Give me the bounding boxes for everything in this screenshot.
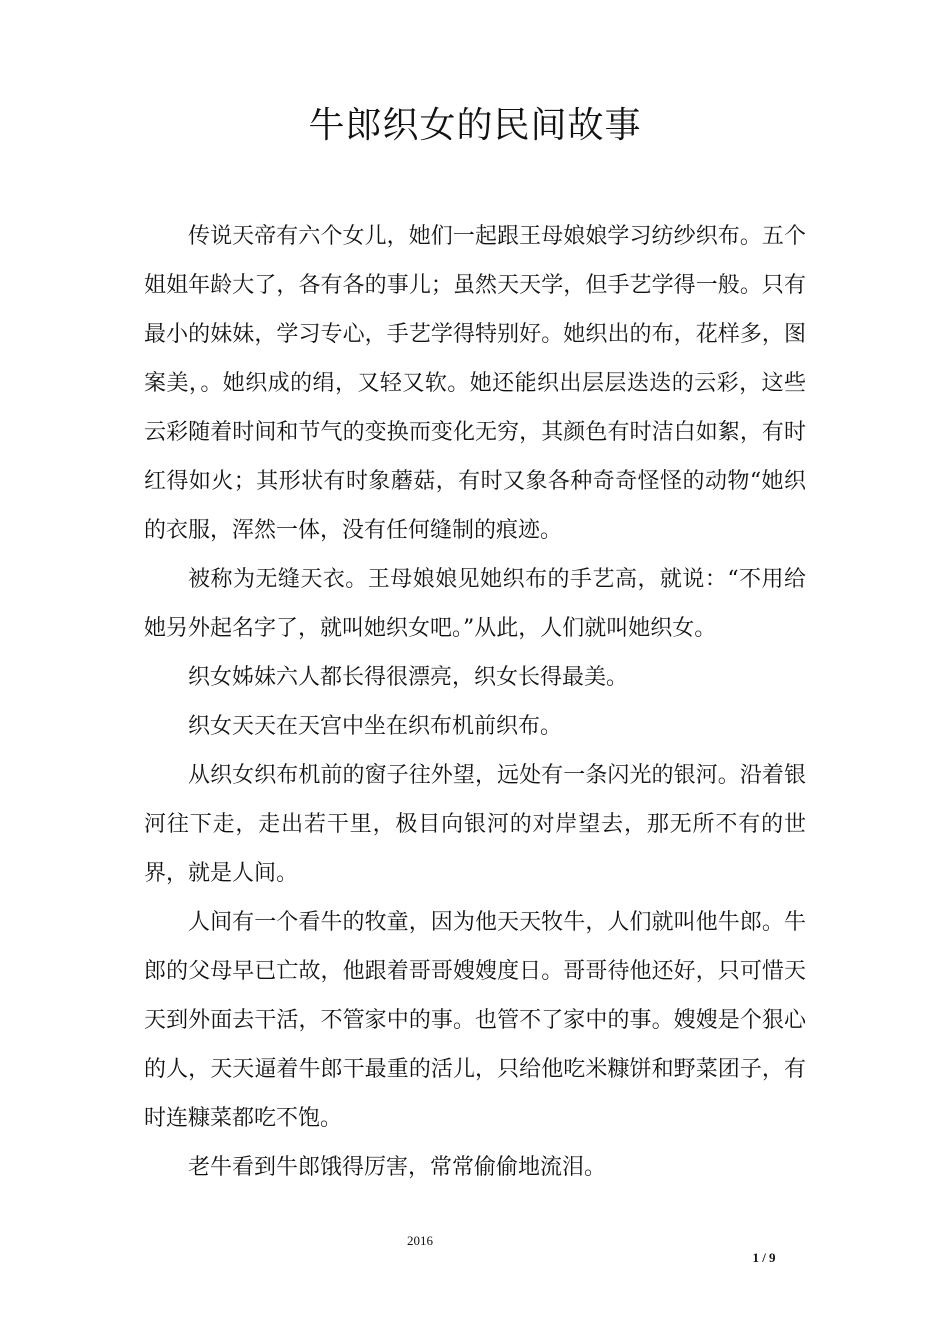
paragraph: 织女姊妹六人都长得很漂亮，织女长得最美。 <box>188 665 629 690</box>
paragraph: 从织女织布机前的窗子往外望，远处有一条闪光的银河。沿着银河往下走，走出若干里，极目向银河的对岸望去，那无所不有的世界，就是人间。 <box>144 763 806 886</box>
page-indicator: 1 / 9 <box>752 1250 776 1265</box>
paragraph: 人间有一个看牛的牧童，因为他天天牧牛，人们就叫他牛郎。牛郎的父母早已亡故，他跟着哥哥嫂嫂度日。哥哥待他还好，只可惜天天到外面去干活，不管家中的事。也管不了家中的事。嫂嫂是个狠心的人，天天逼着牛郎干最重的活儿，只给他吃米糠饼和野菜团子，有时连糠菜都吃不饱。 <box>144 910 806 1131</box>
footer-year: 2016 <box>407 1233 433 1248</box>
document-body <box>144 212 806 1192</box>
paragraph: 老牛看到牛郎饿得厉害，常常偷偷地流泪。 <box>188 1155 607 1180</box>
paragraph: 织女天天在天宫中坐在织布机前织布。 <box>188 714 563 739</box>
paragraph: 传说天帝有六个女儿，她们一起跟王母娘娘学习纺纱织布。五个姐姐年龄大了，各有各的事儿；虽然天天学，但手艺学得一般。只有最小的妹妹，学习专心，手艺学得特别好。她织出的布，花样多，图案美，。她织成的绢，又轻又软。她还能织出层层迭迭的云彩，这些云彩随着时间和节气的变换而变化无穷，其颜色有时洁白如絮，有时红得如火；其形状有时象蘑菇，有时又象各种奇奇怪怪的动物“她织的衣服，浑然一体，没有任何缝制的痕迹。 <box>144 224 806 543</box>
document-title: 牛郎织女的民间故事 <box>308 105 642 146</box>
paragraph: 被称为无缝天衣。王母娘娘见她织布的手艺高，就说：“不用给她另外起名字了，就叫她织女吧。”从此，人们就叫她织女。 <box>144 567 806 641</box>
